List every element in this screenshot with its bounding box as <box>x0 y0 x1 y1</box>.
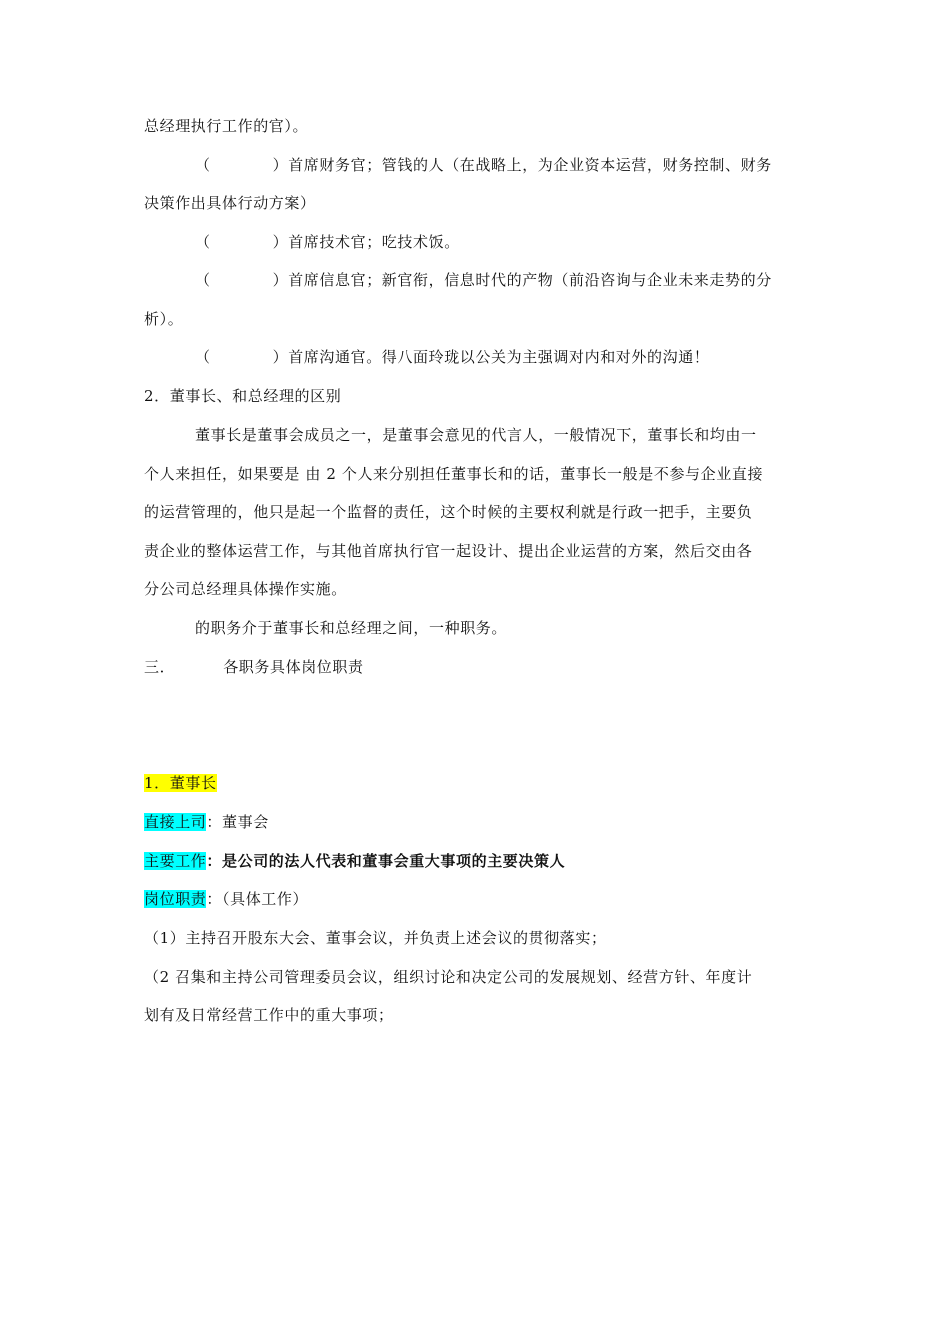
duty-item: （2 召集和主持公司管理委员会议，组织讨论和决定公司的发展规划、经营方针、年度计 <box>144 968 753 986</box>
paren-open: （ <box>195 271 211 289</box>
duty-item: （1）主持召开股东大会、董事会议，并负责上述会议的贯彻落实； <box>144 929 607 947</box>
chapter-heading <box>144 657 364 677</box>
duty-line <box>144 889 308 909</box>
paragraph-line: 的运营管理的，他只是起一个监督的责任，这个时候的主要权利就是行政一把手，主要负 <box>144 503 753 521</box>
paren-open: （ <box>195 233 211 251</box>
text-line <box>195 232 460 252</box>
text-line <box>195 347 709 367</box>
role-heading-text: 1．董事长 <box>144 774 217 792</box>
section-heading: 2．董事长、和总经理的区别 <box>144 387 342 405</box>
duty-value: ：（具体工作） <box>206 890 309 908</box>
text-span: ）首席沟通官。得八面玲珑以公关为主强调对内和对外的沟通！ <box>272 348 710 366</box>
superior-line <box>144 812 269 832</box>
role-heading <box>144 773 217 793</box>
paren-open: （ <box>195 156 211 174</box>
text-line <box>195 270 772 290</box>
paragraph-line: 责企业的整体运营工作，与其他首席执行官一起设计、提出企业运营的方案，然后交由各 <box>144 542 753 560</box>
main-work-label: 主要工作 <box>144 852 207 870</box>
text-span: ）首席信息官；新官衔，信息时代的产物（前沿咨询与企业未来走势的分 <box>272 271 772 289</box>
paren-open: （ <box>195 348 211 366</box>
chapter-number: 三． <box>144 658 176 676</box>
paragraph-line: 董事长是董事会成员之一，是董事会意见的代言人，一般情况下，董事长和均由一 <box>195 426 757 444</box>
duty-item-continued: 划有及日常经营工作中的重大事项； <box>144 1006 394 1024</box>
text-span: ）首席财务官；管钱的人（在战略上，为企业资本运营，财务控制、财务 <box>272 156 772 174</box>
text-span: ）首席技术官；吃技术饭。 <box>272 233 460 251</box>
text-line: 决策作出具体行动方案） <box>144 194 316 212</box>
paragraph-line: 个人来担任，如果要是 由 2 个人来分别担任董事长和的话，董事长一般是不参与企业直接 <box>144 465 764 483</box>
text-line <box>195 155 772 175</box>
superior-value: ：董事会 <box>206 813 269 831</box>
main-work-line <box>144 851 565 871</box>
paragraph-line: 分公司总经理具体操作实施。 <box>144 580 347 598</box>
main-work-value: ：是公司的法人代表和董事会重大事项的主要决策人 <box>206 852 566 870</box>
chapter-title: 各职务具体岗位职责 <box>223 658 364 676</box>
text-line: 析）。 <box>144 310 184 328</box>
duty-label: 岗位职责 <box>144 890 207 908</box>
superior-label: 直接上司 <box>144 813 207 831</box>
text-line: 总经理执行工作的官）。 <box>144 117 309 135</box>
paragraph-line: 的职务介于董事长和总经理之间，一种职务。 <box>195 619 508 637</box>
